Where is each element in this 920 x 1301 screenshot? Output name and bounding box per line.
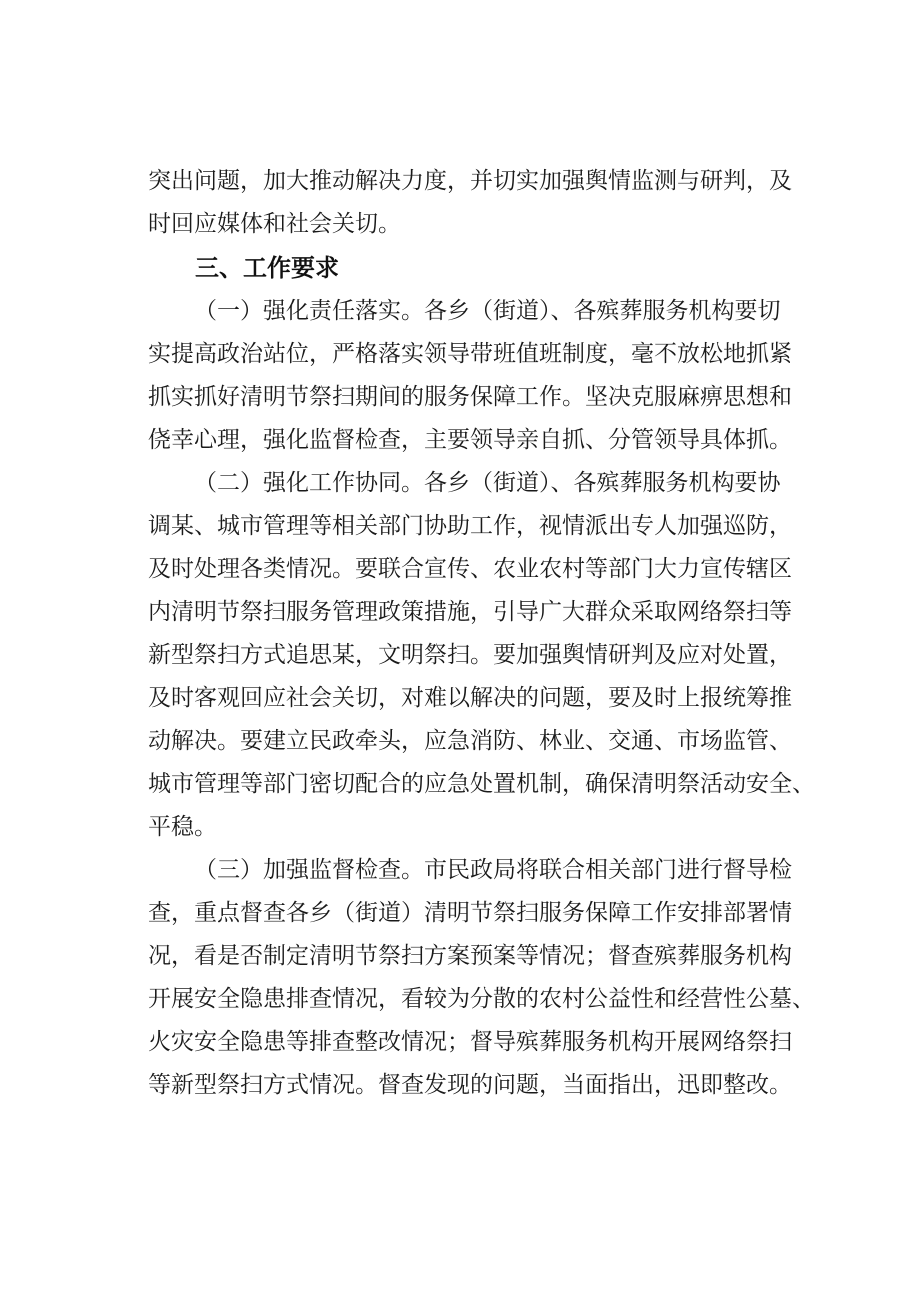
text-line: 时回应媒体和社会关切。 xyxy=(148,211,401,237)
paragraph-2-line: 及时处理各类情况。要联合宣传、农业农村等部门大力宣传辖区 xyxy=(148,556,792,582)
paragraph-1-line: 实提高政治站位，严格落实领导带班值班制度，毫不放松地抓紧 xyxy=(148,341,792,367)
paragraph-1-line: （一）强化责任落实。各乡（街道）、各殡葬服务机构要切 xyxy=(194,298,781,324)
paragraph-2-line: 内清明节祭扫服务管理政策措施，引导广大群众采取网络祭扫等 xyxy=(148,599,792,625)
paragraph-3-line: （三）加强监督检查。市民政局将联合相关部门进行督导检 xyxy=(194,857,792,883)
text-line: 突出问题，加大推动解决力度，并切实加强舆情监测与研判，及 xyxy=(148,168,792,194)
section-heading: 三、工作要求 xyxy=(195,254,339,282)
paragraph-3-line: 火灾安全隐患等排查整改情况；督导殡葬服务机构开展网络祭扫 xyxy=(148,1029,792,1055)
paragraph-2-line: 平稳。 xyxy=(148,814,217,840)
paragraph-3-line: 等新型祭扫方式情况。督查发现的问题，当面指出，迅即整改。 xyxy=(148,1072,792,1098)
paragraph-2-line: 动解决。要建立民政牵头，应急消防、林业、交通、市场监管、 xyxy=(148,728,792,754)
paragraph-2-line: 新型祭扫方式追思某，文明祭扫。要加强舆情研判及应对处置， xyxy=(148,642,792,668)
paragraph-1-line: 抓实抓好清明节祭扫期间的服务保障工作。坚决克服麻痹思想和 xyxy=(148,384,792,410)
paragraph-2-line: 及时客观回应社会关切，对难以解决的问题，要及时上报统筹推 xyxy=(148,685,792,711)
paragraph-1-line: 侥幸心理，强化监督检查，主要领导亲自抓、分管领导具体抓。 xyxy=(148,427,792,453)
paragraph-2-line: （二）强化工作协同。各乡（街道）、各殡葬服务机构要协 xyxy=(194,470,781,496)
paragraph-2-line: 城市管理等部门密切配合的应急处置机制，确保清明祭活动安全、 xyxy=(148,771,815,797)
paragraph-3-line: 查，重点督查各乡（街道）清明节祭扫服务保障工作安排部署情 xyxy=(148,900,792,926)
paragraph-3-line: 开展安全隐患排查情况，看较为分散的农村公益性和经营性公墓、 xyxy=(148,986,815,1012)
paragraph-2-line: 调某、城市管理等相关部门协助工作，视情派出专人加强巡防， xyxy=(148,513,792,539)
paragraph-3-line: 况，看是否制定清明节祭扫方案预案等情况；督查殡葬服务机构 xyxy=(148,943,792,969)
